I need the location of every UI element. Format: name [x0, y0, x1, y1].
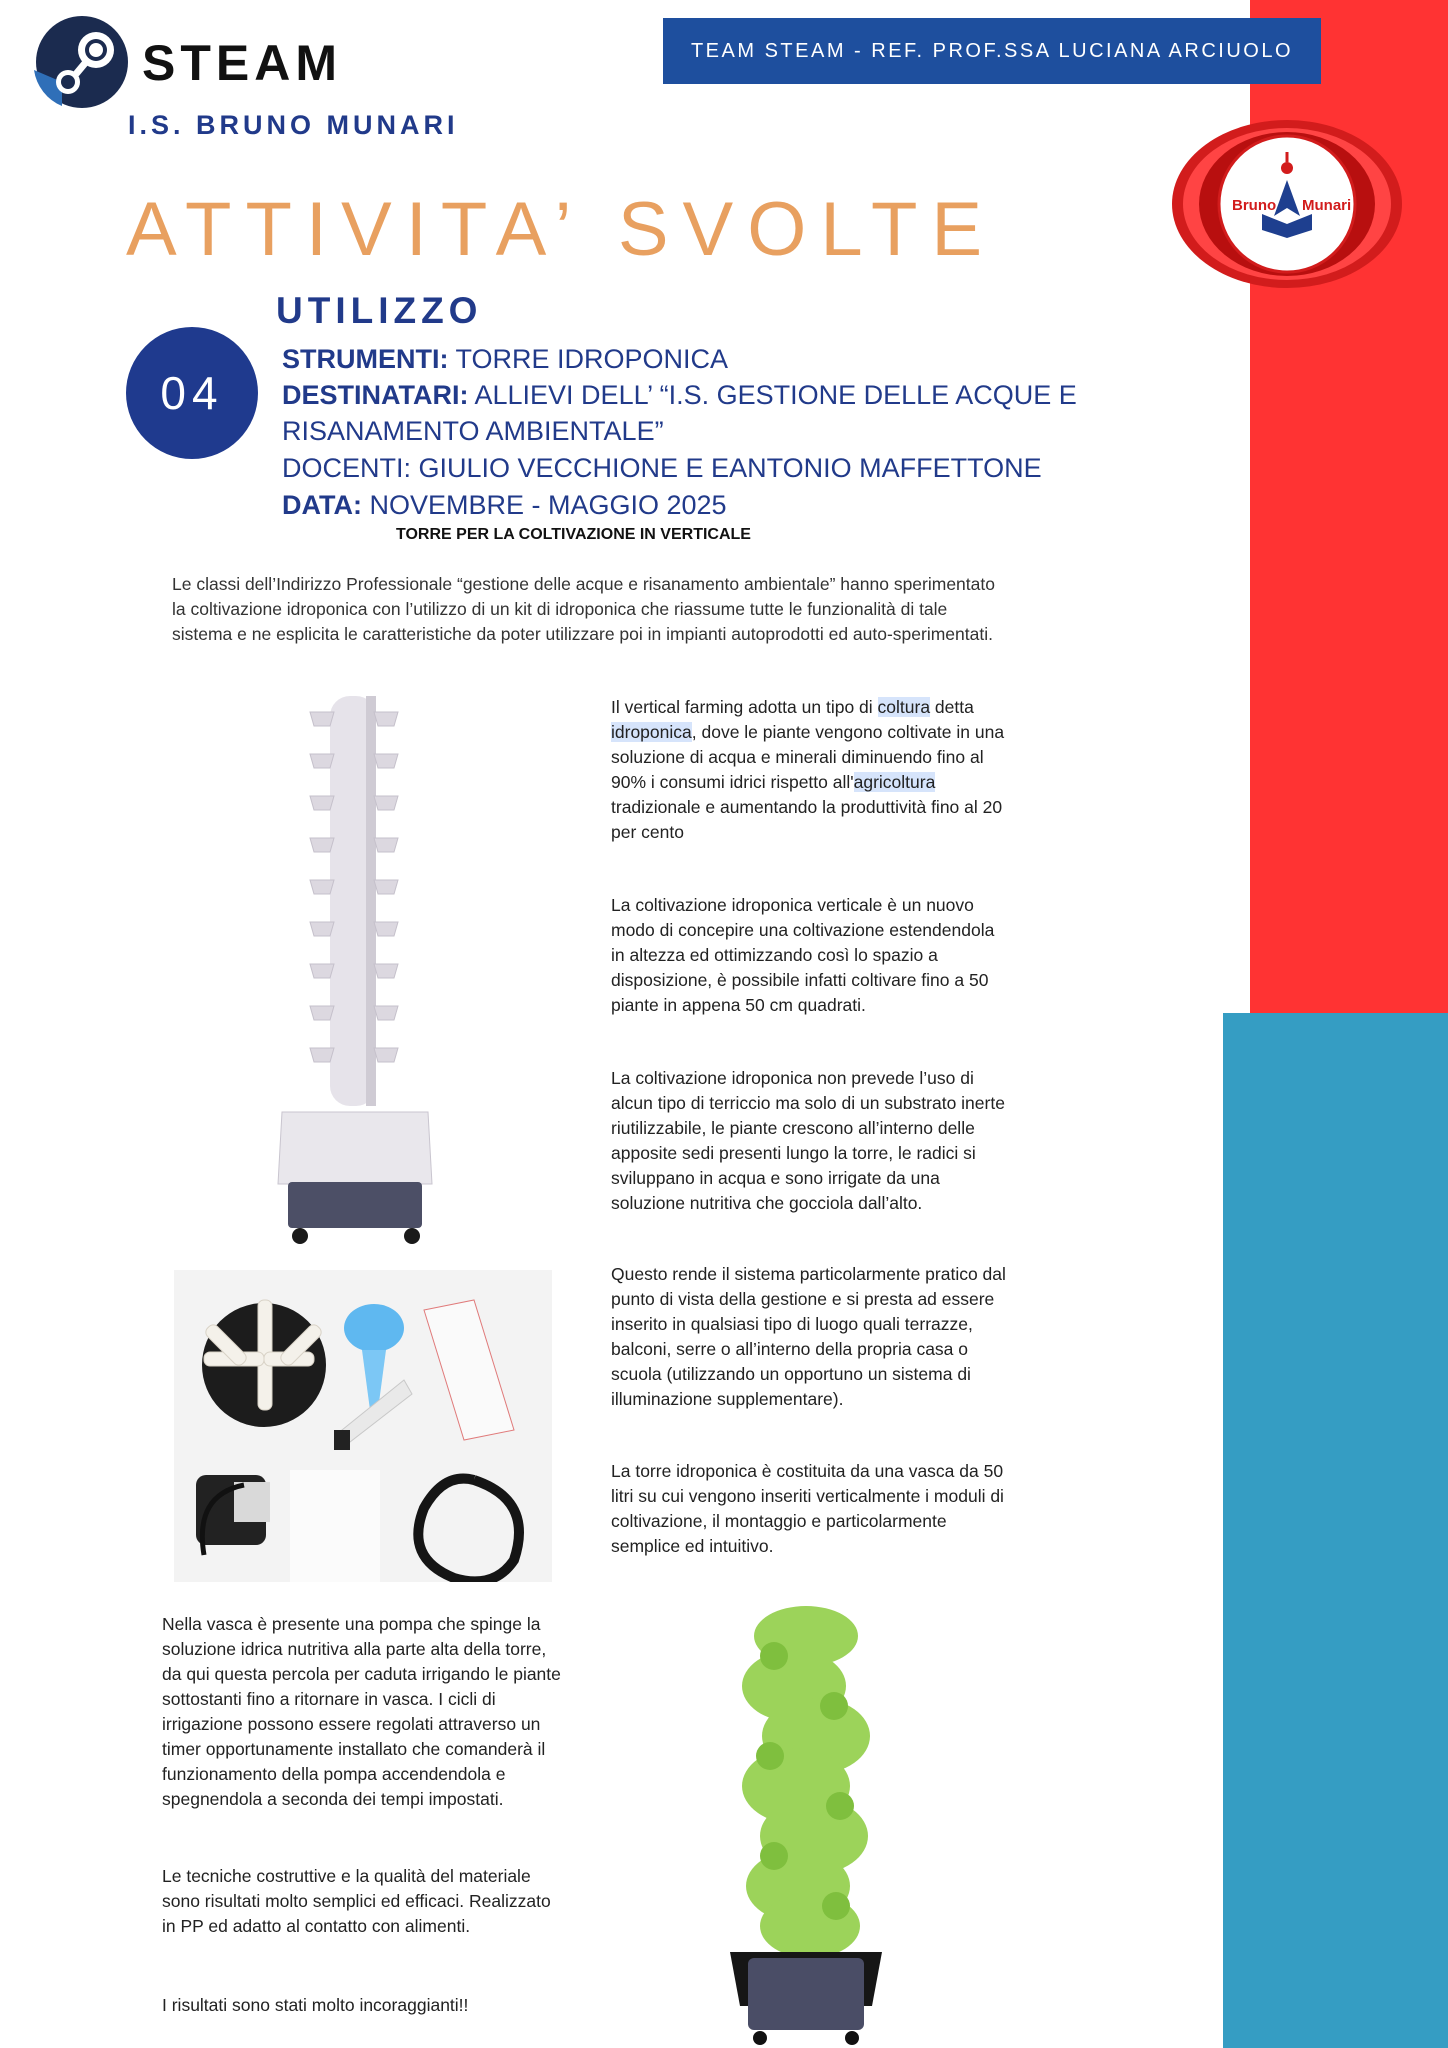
text-fragment: tradizionale e aumentando la produttività fino al 20 per cento — [611, 797, 1003, 842]
hydroponic-tower-image — [270, 692, 440, 1247]
kit-components-image — [174, 1270, 552, 1582]
destinatari-line-2: RISANAMENTO AMBIENTALE” — [282, 416, 664, 446]
practical-system-paragraph: Questo rende il sistema particolarmente pratico dal punto di vista della gestione e si presta ad essere inserito in qualsiasi tipo di luogo quali terrazze, balconi, serre o all’interno della propria casa o scuola (utilizzando un opportuno un sistema di illuminazione supplementare). — [611, 1264, 1006, 1409]
school-name: I.S. BRUNO MUNARI — [128, 110, 459, 140]
data-label: DATA: — [282, 490, 362, 520]
no-soil-paragraph: La coltivazione idroponica non prevede l’uso di alcun tipo di terriccio ma solo di un substrato inerte riutilizzabile, le piante crescono all’interno delle apposite sedi presenti lungo la torre, le radici si sviluppano in acqua e sono irrigate da una soluzione nutritiva che gocciola dall’alto. — [611, 1068, 1005, 1213]
team-banner — [663, 18, 1321, 84]
docenti-line: DOCENTI: GIULIO VECCHIONE E EANTONIO MAFFETTONE — [282, 453, 1042, 483]
data-value: NOVEMBRE - MAGGIO 2025 — [361, 490, 727, 520]
highlight-idroponica: idroponica — [611, 722, 692, 742]
highlight-agricoltura: agricoltura — [853, 772, 936, 792]
tower-structure-paragraph: La torre idroponica è costituita da una vasca da 50 litri su cui vengono inseriti verticalmente i moduli di coltivazione, il montaggio e particolarmente semplice ed intuitivo. — [611, 1461, 1004, 1556]
vertical-cultivation-paragraph: La coltivazione idroponica verticale è un nuovo modo di concepire una coltivazione estendendola in altezza ed ottimizzando così lo spazio a disposizione, è possibile infatti coltivare fino a 50 piante in appena 50 cm quadrati. — [611, 895, 995, 1015]
section-number: 04 — [160, 367, 224, 419]
steam-logo-icon — [34, 14, 130, 110]
emblem-text-left: Bruno — [1232, 197, 1277, 214]
destinatari-line — [282, 380, 1077, 411]
data-line — [282, 490, 727, 521]
text-fragment: Il vertical farming adotta un tipo di — [611, 697, 878, 717]
emblem-text-right: Munari — [1302, 197, 1352, 214]
materials-paragraph: Le tecniche costruttive e la qualità del materiale sono risultati molto semplici ed efficaci. Realizzato in PP ed adatto al contatto con alimenti. — [162, 1866, 551, 1936]
strumenti-line — [282, 344, 728, 375]
strumenti-label: STRUMENTI: — [282, 344, 449, 374]
text-fragment: detta — [930, 697, 974, 717]
section-heading: UTILIZZO — [276, 290, 483, 331]
destinatari-value: ALLIEVI DELL’ “I.S. GESTIONE DELLE ACQUE E — [468, 380, 1077, 410]
page-title: ATTIVITA’ SVOLTE — [126, 187, 997, 272]
blue-side-band — [1223, 1013, 1448, 2048]
grown-tower-image — [724, 1606, 888, 2048]
vertical-farming-paragraph — [611, 695, 1011, 845]
strumenti-value: TORRE IDROPONICA — [448, 344, 729, 374]
text-fragment: , dove le piante vengono coltivate in una soluzione di acqua e minerali diminuendo fino al 90% i consumi idrici rispetto all' — [611, 722, 1005, 792]
steam-logo-text: STEAM — [142, 35, 342, 91]
highlight-coltura: coltura — [877, 697, 931, 717]
section-number-badge — [126, 327, 258, 459]
school-emblem — [1170, 118, 1404, 290]
team-banner-text: TEAM STEAM - REF. PROF.SSA LUCIANA ARCIUOLO — [690, 39, 1294, 62]
results-paragraph: I risultati sono stati molto incoraggianti!! — [162, 1995, 469, 2015]
subheading: TORRE PER LA COLTIVAZIONE IN VERTICALE — [396, 526, 751, 543]
pump-paragraph: Nella vasca è presente una pompa che spinge la soluzione idrica nutritiva alla parte alta della torre, da qui questa percola per caduta irrigando le piante sottostanti fino a ritornare in vasca. I cicli di irrigazione possono essere regolati attraverso un timer opportunamente installato che comanderà il funzionamento della pompa accendendola e spegnendola a seconda dei tempi impostati. — [162, 1614, 561, 1809]
destinatari-label: DESTINATARI: — [282, 380, 469, 410]
intro-paragraph: Le classi dell’Indirizzo Professionale “gestione delle acque e risanamento ambientale” hanno sperimentato la coltivazione idroponica con l’utilizzo di un kit di idroponica che riassume tutte le funzionalità di tale sistema e ne esplicita le caratteristiche da poter utilizzare poi in impianti autoprodotti ed auto-sperimentati. — [172, 574, 995, 644]
